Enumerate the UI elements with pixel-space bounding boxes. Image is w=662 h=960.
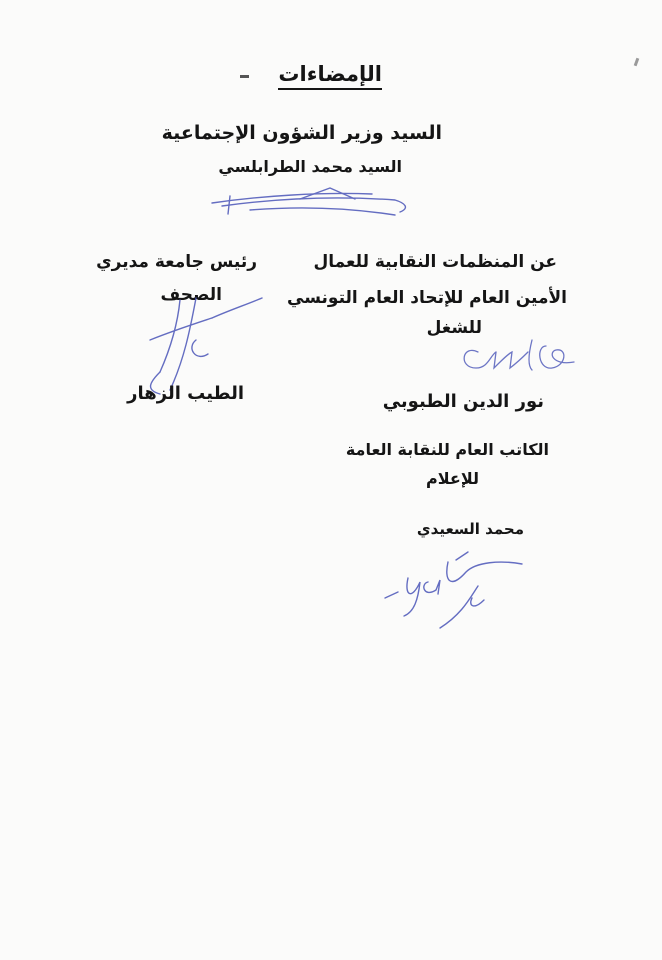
ugtt-line-3: للشغل xyxy=(426,318,482,338)
ugtt-line-2: الأمين العام للإتحاد العام التونسي xyxy=(287,288,567,308)
press-directors-signatory-name: الطيب الزهار xyxy=(127,383,244,404)
ugtt-line-1: عن المنظمات النقابية للعمال xyxy=(313,252,557,272)
page-title: الإمضاءات xyxy=(278,62,382,90)
journalists-union-signatory-name: محمد السعيدي xyxy=(416,520,524,538)
journalists-union-line-2: للإعلام xyxy=(426,469,479,488)
press-directors-line-1: رئيس جامعة مديري xyxy=(96,252,257,272)
journalists-union-line-1: الكاتب العام للنقابة العامة xyxy=(345,440,549,459)
press-directors-line-2: الصحف xyxy=(160,285,222,305)
minister-title: السيد وزير الشؤون الإجتماعية xyxy=(161,122,442,144)
minister-name: السيد محمد الطرابلسي xyxy=(218,157,402,176)
ugtt-signatory-name: نور الدين الطبوبي xyxy=(382,391,544,412)
